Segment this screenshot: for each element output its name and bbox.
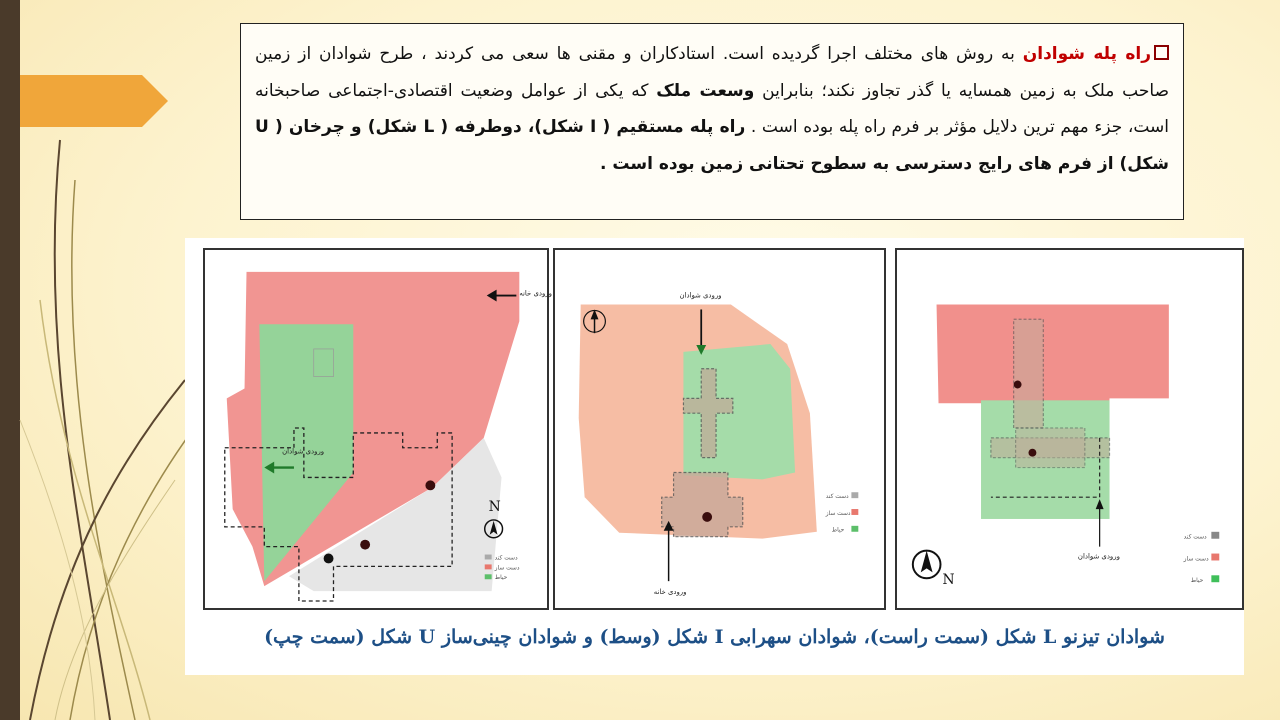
panel-middle-plan [553, 248, 886, 610]
panel-right-plan [895, 248, 1244, 610]
bold-property-extent: وسعت ملک [656, 80, 755, 101]
middle-label-shavadan-entry: ورودی شوادان [679, 291, 722, 300]
svg-text:دست کند: دست کند [1183, 533, 1207, 541]
svg-text:دست ساز: دست ساز [1183, 555, 1209, 563]
svg-text:N: N [488, 499, 501, 516]
right-label-shavadan-entry: ورودی شوادان [1077, 552, 1120, 561]
heading-shavadan-staircase: راه پله شوادان [1022, 44, 1152, 64]
middle-label-home-entry: ورودی خانه [653, 587, 687, 596]
svg-text:دست ساز: دست ساز [494, 564, 520, 572]
svg-text:حیاط: حیاط [1190, 577, 1204, 585]
left-label-shavadan-entry: ورودی شوادان [282, 447, 325, 456]
plans-figure [185, 238, 1244, 675]
bold-stair-forms: راه پله مستقیم ( I شکل)، دوطرفه ( L شکل) و چرخان ( U شکل) از فرم های رایج دسترسی به سطوح تحتانی زمین بوده است . [255, 117, 1169, 174]
left-label-home-entry: ورودی خانه [519, 289, 553, 298]
paragraph-part-2: که یکی از عوامل وضعیت اقتصادی-اجتماعی صاحبخانه است، جزء مهم ترین دلایل مؤثر بر فرم راه پله بوده است . [255, 80, 1169, 137]
svg-text:حیاط: حیاط [494, 574, 508, 582]
svg-text:N: N [942, 572, 955, 589]
svg-text:دست کند: دست کند [825, 494, 849, 501]
right-compass-icon [913, 551, 955, 589]
paragraph-part-1: به روش های مختلف اجرا گردیده است. استادکاران و مقنی ها سعی می کردند ، طرح شوادان از زمین صاحب ملک به زمین همسایه یا گذر تجاوز نکند؛ بنابراین [255, 44, 1169, 101]
svg-text:حیاط: حیاط [831, 527, 845, 534]
svg-text:دست ساز: دست ساز [825, 510, 851, 517]
description-textbox [240, 23, 1184, 220]
svg-text:دست کند: دست کند [494, 554, 518, 562]
orange-arrow-tab [20, 75, 168, 127]
hollow-square-bullet-icon [1154, 45, 1169, 60]
panel-left-plan [203, 248, 553, 610]
figure-caption: شوادان تیزنو L شکل (سمت راست)، شوادان سهرابی I شکل (وسط) و شوادان چینی‌ساز U شکل (سمت چپ) [264, 626, 1165, 648]
